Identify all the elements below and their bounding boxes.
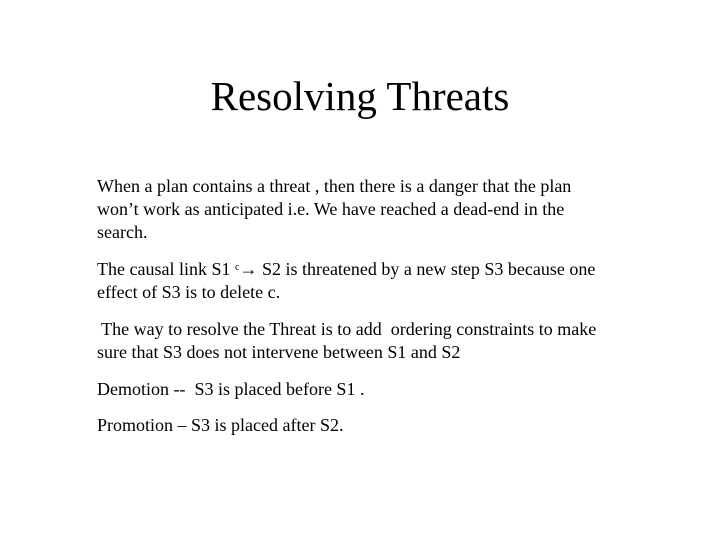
- causal-link-text: S2 is threatened by a new step S3 because one: [257, 259, 596, 279]
- arrow-right-icon: →: [239, 259, 258, 279]
- paragraph-promotion: Promotion – S3 is placed after S2.: [97, 415, 344, 435]
- condition-superscript: c: [234, 262, 240, 273]
- paragraph-line: won’t work as anticipated i.e. We have reached a dead-end in the: [97, 199, 565, 219]
- causal-link-text: The causal link S1: [97, 259, 235, 279]
- paragraph-causal-link: [97, 256, 595, 304]
- paragraph-line: [97, 256, 595, 281]
- paragraph-threat-danger: [97, 175, 571, 244]
- paragraph-line: The way to resolve the Threat is to add ordering constraints to make: [97, 319, 597, 339]
- slide-title: Resolving Threats: [210, 73, 510, 119]
- paragraph-resolve: [97, 318, 596, 364]
- paragraph-demotion: Demotion -- S3 is placed before S1 .: [97, 379, 365, 399]
- paragraph-line: search.: [97, 222, 148, 242]
- paragraph-line: When a plan contains a threat , then there is a danger that the plan: [97, 176, 572, 196]
- paragraph-line: sure that S3 does not intervene between S1 and S2: [97, 342, 461, 362]
- paragraph-line: effect of S3 is to delete c.: [97, 282, 281, 302]
